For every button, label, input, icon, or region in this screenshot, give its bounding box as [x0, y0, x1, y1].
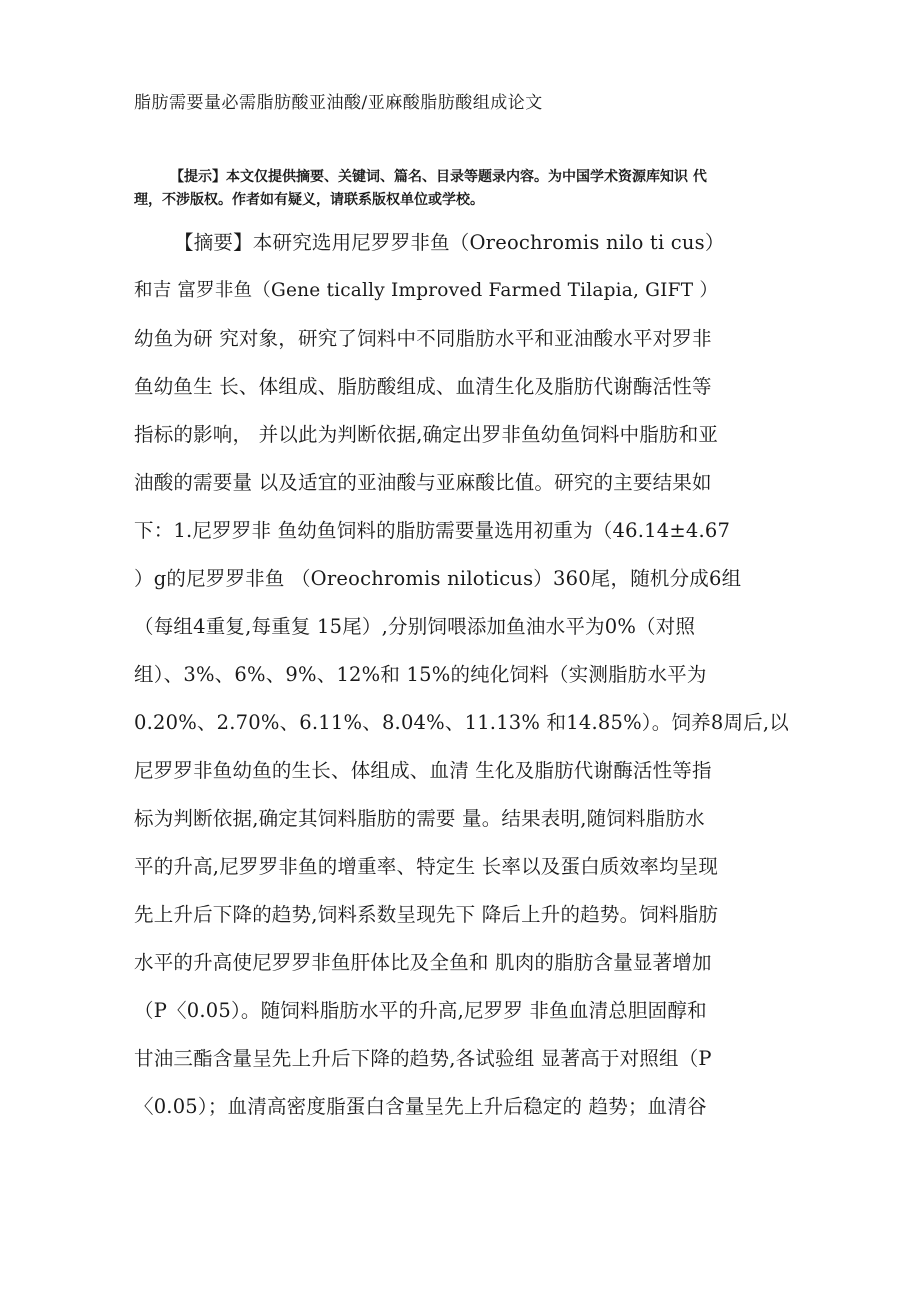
abstract-line: 幼鱼为研 究对象，研究了饲料中不同脂肪水平和亚油酸水平对罗非 [134, 327, 712, 350]
abstract-line: 甘油三酯含量呈先上升后下降的趋势,各试验组 显著高于对照组（P [134, 1047, 712, 1070]
abstract-line: 平的升高,尼罗罗非鱼的增重率、特定生 长率以及蛋白质效率均呈现 [134, 855, 719, 878]
abstract-line: 〈0.05）；血清高密度脂蛋白含量呈先上升后稳定的 趋势；血清谷 [134, 1095, 707, 1118]
abstract-line: 0.20%、2.70%、6.11%、8.04%、11.13% 和14.85%）。饲养8周后,以 [134, 711, 789, 734]
abstract-line: 水平的升高使尼罗罗非鱼肝体比及全鱼和 肌肉的脂肪含量显著增加 [134, 951, 712, 974]
abstract-line: 指标的影响， 并以此为判断依据,确定出罗非鱼幼鱼饲料中脂肪和亚 [134, 423, 719, 446]
abstract-line: ）g的尼罗罗非鱼 （Oreochromis niloticus）360尾，随机分成6组 [134, 567, 742, 590]
abstract-line: 组）、3%、6%、9%、12%和 15%的纯化饲料（实测脂肪水平为 [134, 663, 707, 686]
abstract-line: （每组4重复,每重复 15尾）,分别饲喂添加鱼油水平为0%（对照 [134, 615, 696, 638]
abstract-line: （P〈0.05）。随饲料脂肪水平的升高,尼罗罗 非鱼血清总胆固醇和 [134, 999, 707, 1022]
notice-line-2: 理，不涉版权。作者如有疑义，请联系版权单位或学校。 [134, 192, 484, 208]
abstract-line: 【摘要】本研究选用尼罗罗非鱼（Oreochromis nilo ti cus） [174, 231, 725, 254]
document-title: 脂肪需要量必需脂肪酸亚油酸/亚麻酸脂肪酸组成论文 [134, 93, 543, 113]
copyright-notice [134, 166, 784, 212]
abstract-body [134, 225, 794, 1137]
abstract-line: 和吉 富罗非鱼（Gene tically Improved Farmed Tilapia, GIFT ） [134, 280, 719, 301]
abstract-line: 鱼幼鱼生 长、体组成、脂肪酸组成、血清生化及脂肪代谢酶活性等 [134, 375, 712, 398]
notice-line-1: 【提示】本文仅提供摘要、关键词、篇名、目录等题录内容。为中国学术资源库知识 代 [170, 169, 707, 185]
abstract-line: 尼罗罗非鱼幼鱼的生长、体组成、血清 生化及脂肪代谢酶活性等指 [134, 759, 712, 782]
abstract-line: 下：1.尼罗罗非 鱼幼鱼饲料的脂肪需要量选用初重为（46.14±4.67 [134, 519, 731, 542]
abstract-line: 油酸的需要量 以及适宜的亚油酸与亚麻酸比值。研究的主要结果如 [134, 471, 712, 494]
abstract-line: 标为判断依据,确定其饲料脂肪的需要 量。结果表明,随饲料脂肪水 [134, 807, 705, 830]
abstract-line: 先上升后下降的趋势,饲料系数呈现先下 降后上升的趋势。饲料脂肪 [134, 903, 719, 926]
